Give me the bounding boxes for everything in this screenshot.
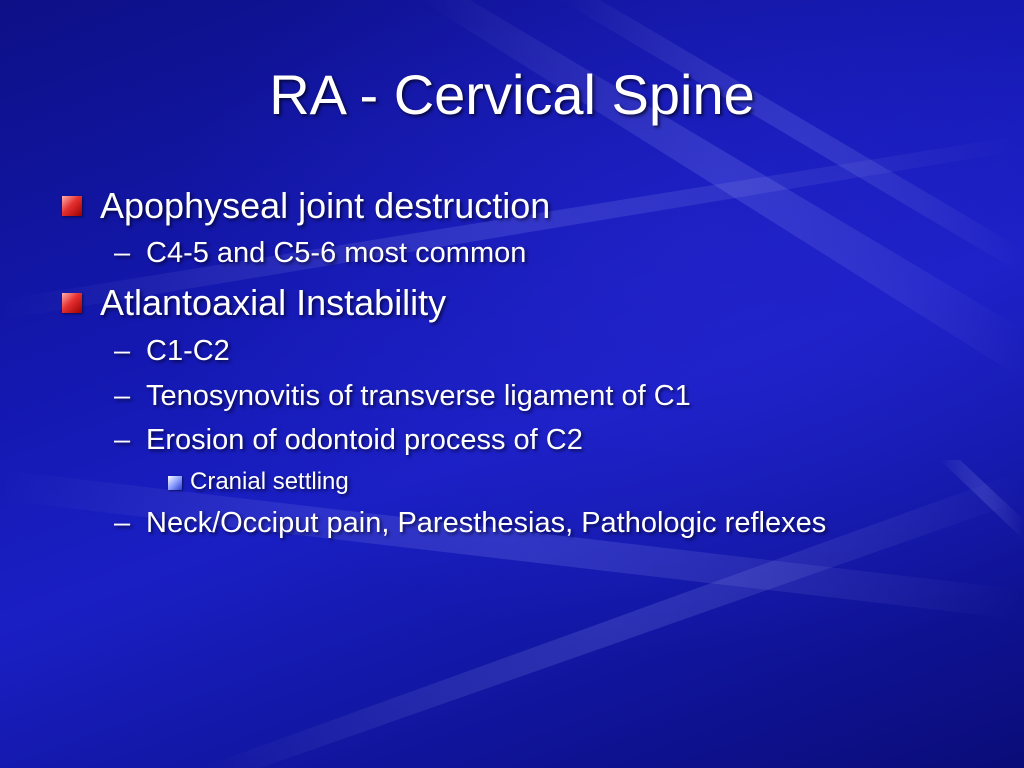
- sub-bullet-erosion: Erosion of odontoid process of C2: [146, 424, 583, 456]
- red-square-bullet-icon: [62, 293, 82, 313]
- red-square-bullet-icon: [62, 196, 82, 216]
- slide-title: RA - Cervical Spine: [269, 63, 755, 126]
- sub-bullet-dash: –: [114, 507, 131, 539]
- bullet-item-atlantoaxial: Atlantoaxial Instability: [100, 282, 447, 323]
- sub-bullet-dash: –: [114, 424, 131, 456]
- sub-bullet-neck-pain: Neck/Occiput pain, Paresthesias, Pathologic reflexes: [146, 507, 827, 539]
- blue-square-bullet-icon: [168, 476, 182, 490]
- sub-bullet-dash: –: [114, 237, 131, 269]
- sub-sub-bullet-cranial-settling: Cranial settling: [190, 468, 349, 495]
- sub-bullet-c4-c5: C4-5 and C5-6 most common: [146, 237, 527, 269]
- sub-bullet-tenosynovitis: Tenosynovitis of transverse ligament of C1: [146, 380, 691, 412]
- bullet-item-apophyseal: Apophyseal joint destruction: [100, 185, 551, 226]
- sub-bullet-dash: –: [114, 335, 131, 367]
- sub-bullet-dash: –: [114, 380, 131, 412]
- sub-bullet-c1-c2: C1-C2: [146, 335, 230, 367]
